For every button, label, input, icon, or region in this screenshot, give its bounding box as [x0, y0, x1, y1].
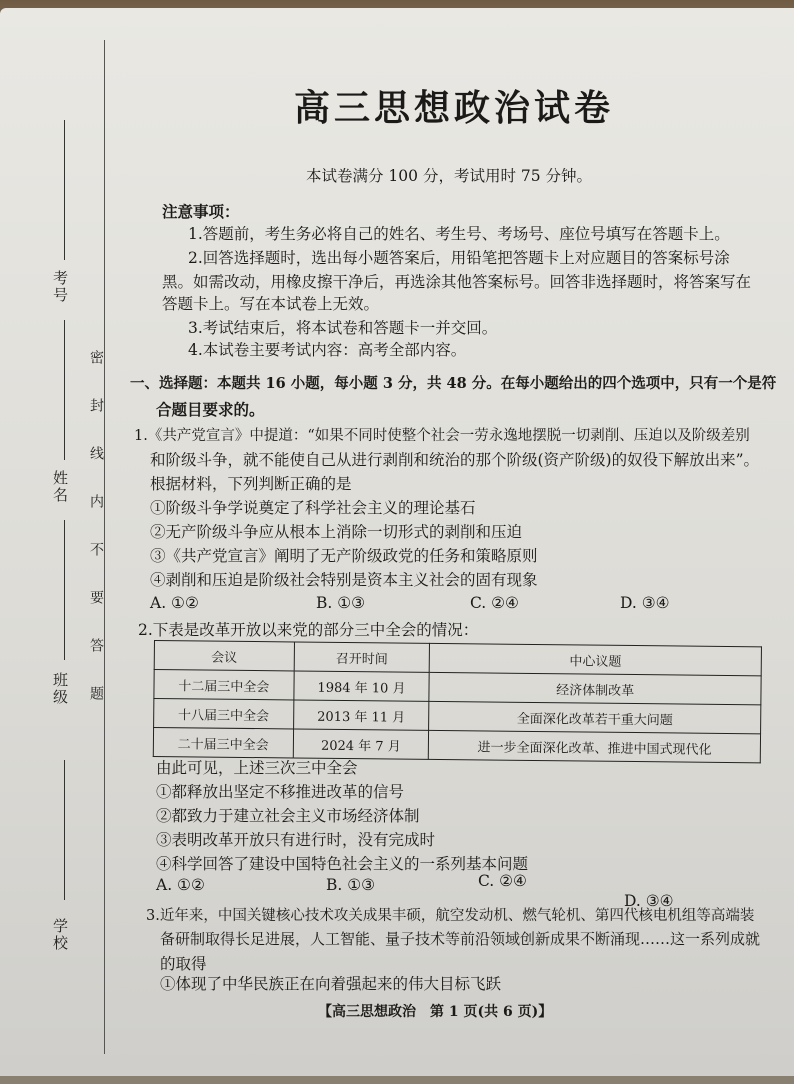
q2-option-a: A. ①② [156, 876, 205, 894]
q2-option-b: B. ①③ [326, 876, 376, 894]
q2-item: ①都释放出坚定不移推进改革的信号 [156, 783, 405, 801]
notice-line: 2.回答选择题时，选出每小题答案后，用铅笔把答题卡上对应题目的答案标号涂 [188, 249, 730, 267]
table-cell: 经济体制改革 [429, 672, 761, 704]
plenum-table [153, 640, 762, 763]
notice-line: 黑。如需改动，用橡皮擦干净后，再选涂其他答案标号。回答非选择题时，将答案写在 [162, 273, 752, 291]
q3-stem: 备研制取得长足进展，人工智能、量子技术等前沿领域创新成果不断涌现……这一系列成就 [160, 930, 761, 948]
notice-heading: 注意事项： [162, 202, 240, 221]
q3-stem: 3.近年来，中国关键核心技术攻关成果丰硕，航空发动机、燃气轮机、第四代核电机组等高端装 [146, 908, 755, 924]
q2-item: ③表明改革开放只有进行时，没有完成时 [156, 831, 436, 849]
table-header: 中心议题 [429, 643, 761, 675]
notice-line: 答题卡上。写在本试卷上无效。 [162, 295, 380, 313]
table-cell: 2024 年 7 月 [293, 729, 429, 759]
q2-item: ④科学回答了建设中国特色社会主义的一系列基本问题 [156, 855, 529, 873]
q1-item: ④剥削和压迫是阶级社会特别是资本主义社会的固有现象 [150, 571, 538, 589]
q3-stem: 的取得 [160, 955, 207, 973]
q1-stem: 根据材料，下列判断正确的是 [150, 475, 352, 493]
exam-no-field-line [64, 120, 65, 260]
table-cell: 进一步全面深化改革、推进中国式现代化 [429, 730, 761, 762]
q2-option-d: D. ③④ [624, 892, 674, 910]
class-label: 班级 [51, 672, 69, 706]
q2-lead: 由此可见，上述三次三中全会 [156, 759, 358, 777]
section1-header-cont: 合题目要求的。 [156, 400, 265, 419]
q1-option-c: C. ②④ [470, 594, 519, 612]
q2-stem: 2.下表是改革开放以来党的部分三中全会的情况： [138, 621, 479, 639]
q1-item: ②无产阶级斗争应从根本上消除一切形式的剥削和压迫 [150, 523, 523, 541]
table-header: 会议 [154, 641, 294, 671]
q1-option-a: A. ①② [150, 594, 199, 612]
q1-item: ①阶级斗争学说奠定了科学社会主义的理论基石 [150, 499, 476, 517]
table-cell: 1984 年 10 月 [294, 671, 430, 701]
q1-option-d: D. ③④ [620, 594, 670, 612]
q1-stem: 和阶级斗争，就不能使自己从进行剥削和统治的那个阶级(资产阶级)的奴役下解放出来”。 [150, 451, 760, 469]
seal-line-notice: 密封线内不要答题 [88, 350, 104, 734]
section1-header: 一、选择题：本题共 16 小题，每小题 3 分，共 48 分。在每小题给出的四个选项中，只有一个是符 [130, 375, 777, 392]
school-label: 学校 [51, 918, 69, 952]
page-footer: 【高三思想政治 第 1 页(共 6 页)】 [318, 1004, 553, 1020]
q1-stem: 1.《共产党宣言》中提道：“如果不同时使整个社会一劳永逸地摆脱一切剥削、压迫以及阶级差别 [134, 428, 750, 444]
table-cell: 2013 年 11 月 [293, 700, 429, 730]
notice-line: 4.本试卷主要考试内容：高考全部内容。 [188, 341, 467, 359]
exam-no-label: 考号 [51, 270, 69, 304]
table-cell: 十二届三中全会 [154, 670, 294, 700]
exam-intro: 本试卷满分 100 分，考试用时 75 分钟。 [306, 167, 593, 185]
q2-option-c: C. ②④ [478, 872, 527, 890]
name-label: 姓名 [51, 470, 69, 504]
q1-option-b: B. ①③ [316, 594, 366, 612]
table-cell: 全面深化改革若干重大问题 [429, 701, 761, 733]
q1-item: ③《共产党宣言》阐明了无产阶级政党的任务和策略原则 [150, 547, 538, 565]
q2-item: ②都致力于建立社会主义市场经济体制 [156, 807, 420, 825]
table-header: 召开时间 [294, 642, 430, 672]
q3-item: ①体现了中华民族正在向着强起来的伟大目标飞跃 [160, 975, 502, 993]
name-field-line [64, 320, 65, 460]
page-title: 高三思想政治试卷 [294, 87, 615, 129]
notice-line: 1.答题前，考生务必将自己的姓名、考生号、考场号、座位号填写在答题卡上。 [188, 225, 730, 243]
table-cell: 十八届三中全会 [154, 699, 294, 729]
school-field-line [64, 760, 65, 900]
class-field-line [64, 520, 65, 660]
table-cell: 二十届三中全会 [153, 728, 293, 758]
notice-line: 3.考试结束后，将本试卷和答题卡一并交回。 [188, 319, 498, 337]
